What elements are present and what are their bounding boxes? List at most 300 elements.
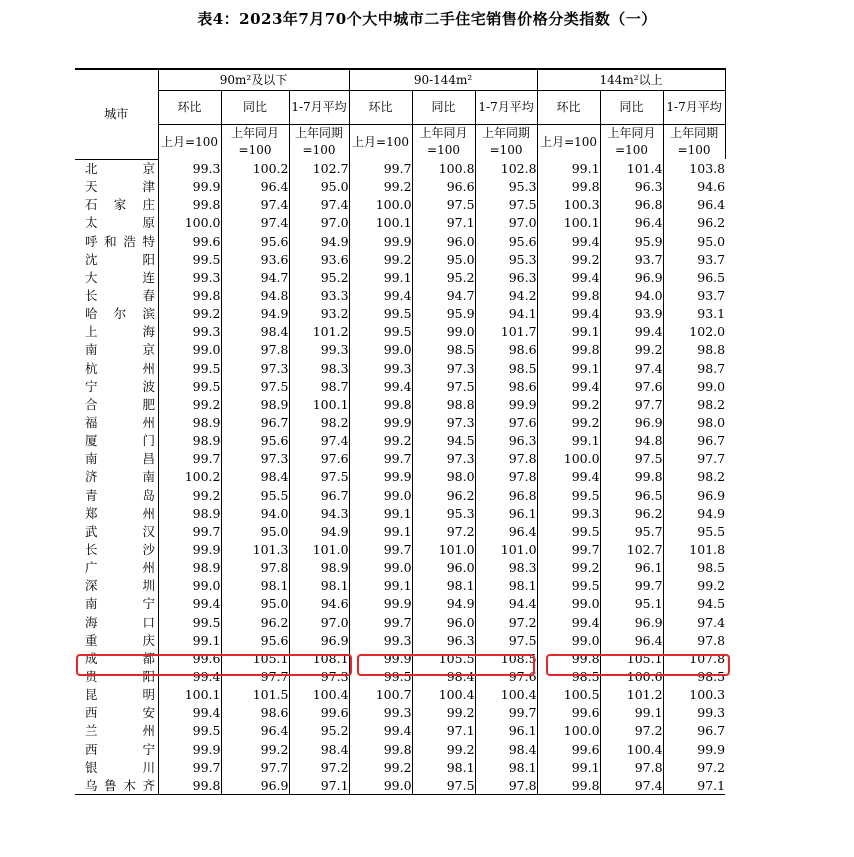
city-label: 南昌 — [85, 451, 155, 467]
index-value: 99.8 — [537, 649, 600, 667]
index-value: 95.3 — [412, 504, 475, 522]
table-row — [75, 468, 725, 486]
index-value: 101.7 — [475, 323, 537, 341]
index-value: 99.3 — [158, 323, 221, 341]
group-header-medium: 90-144m² — [349, 69, 537, 91]
index-value: 99.8 — [537, 286, 600, 304]
index-value: 93.1 — [663, 305, 725, 323]
city-name — [75, 686, 158, 704]
index-value: 94.4 — [475, 595, 537, 613]
table-row — [75, 341, 725, 359]
index-value: 97.3 — [289, 667, 349, 685]
index-value: 101.0 — [412, 540, 475, 558]
city-name — [75, 559, 158, 577]
index-value: 100.1 — [349, 214, 412, 232]
index-value: 100.0 — [349, 196, 412, 214]
index-value: 97.4 — [663, 613, 725, 631]
city-label: 成都 — [85, 650, 155, 666]
index-value: 94.5 — [663, 595, 725, 613]
city-label: 沈阳 — [85, 251, 155, 267]
index-value: 98.5 — [663, 667, 725, 685]
index-value: 102.7 — [289, 159, 349, 178]
col-header: 同比 — [412, 91, 475, 125]
index-value: 98.1 — [475, 577, 537, 595]
index-value: 99.4 — [600, 323, 663, 341]
index-value: 95.9 — [412, 305, 475, 323]
city-label: 广州 — [85, 560, 155, 576]
city-name — [75, 286, 158, 304]
table-row — [75, 595, 725, 613]
index-value: 95.2 — [289, 722, 349, 740]
city-name — [75, 214, 158, 232]
index-value: 97.2 — [412, 522, 475, 540]
city-label: 青岛 — [85, 487, 155, 503]
index-value: 98.9 — [158, 413, 221, 431]
city-name — [75, 250, 158, 268]
city-name — [75, 740, 158, 758]
index-value: 99.6 — [158, 232, 221, 250]
city-label: 福州 — [85, 415, 155, 431]
index-value: 95.3 — [475, 250, 537, 268]
index-value: 99.2 — [537, 413, 600, 431]
index-value: 98.9 — [221, 395, 289, 413]
table-row — [75, 704, 725, 722]
index-value: 95.2 — [289, 268, 349, 286]
index-value: 100.4 — [412, 686, 475, 704]
index-value: 99.1 — [349, 522, 412, 540]
index-value: 97.5 — [289, 468, 349, 486]
index-value: 97.8 — [600, 758, 663, 776]
city-header: 城市 — [75, 69, 158, 159]
city-label: 上海 — [85, 324, 155, 340]
index-value: 99.9 — [349, 649, 412, 667]
index-value: 97.8 — [663, 631, 725, 649]
index-value: 97.7 — [221, 667, 289, 685]
index-value: 96.2 — [663, 214, 725, 232]
index-value: 95.0 — [221, 522, 289, 540]
index-value: 96.0 — [412, 232, 475, 250]
index-value: 99.4 — [349, 722, 412, 740]
index-value: 96.3 — [600, 178, 663, 196]
index-value: 99.1 — [537, 359, 600, 377]
table-row — [75, 178, 725, 196]
index-value: 95.0 — [289, 178, 349, 196]
index-value: 96.8 — [475, 486, 537, 504]
index-value: 101.0 — [475, 540, 537, 558]
city-label: 天津 — [85, 179, 155, 195]
index-value: 95.0 — [221, 595, 289, 613]
highlight-box-medium — [357, 654, 535, 676]
col-header: 环比 — [158, 91, 221, 125]
index-value: 96.2 — [600, 504, 663, 522]
index-value: 94.7 — [221, 268, 289, 286]
index-value: 96.2 — [412, 486, 475, 504]
index-value: 98.3 — [289, 359, 349, 377]
index-value: 99.6 — [537, 740, 600, 758]
index-value: 98.5 — [412, 341, 475, 359]
table-row — [75, 377, 725, 395]
index-value: 96.7 — [221, 413, 289, 431]
index-value: 98.9 — [158, 559, 221, 577]
city-label: 济南 — [85, 469, 155, 485]
index-value: 98.2 — [663, 395, 725, 413]
index-value: 93.7 — [663, 286, 725, 304]
index-value: 95.6 — [221, 232, 289, 250]
city-name — [75, 540, 158, 558]
index-value: 99.3 — [289, 341, 349, 359]
index-value: 99.4 — [537, 232, 600, 250]
index-value: 99.4 — [349, 286, 412, 304]
index-value: 96.2 — [221, 613, 289, 631]
index-value: 97.7 — [221, 758, 289, 776]
index-value: 100.1 — [158, 686, 221, 704]
index-value: 97.4 — [289, 196, 349, 214]
index-value: 97.3 — [412, 359, 475, 377]
base-header: 上年同月=100 — [221, 125, 289, 160]
table-row — [75, 540, 725, 558]
index-value: 99.0 — [158, 577, 221, 595]
city-label: 重庆 — [85, 632, 155, 648]
index-value: 98.5 — [475, 359, 537, 377]
table-row — [75, 395, 725, 413]
index-value: 100.0 — [537, 722, 600, 740]
table-row — [75, 613, 725, 631]
index-value: 99.4 — [158, 704, 221, 722]
index-value: 101.2 — [289, 323, 349, 341]
index-value: 97.4 — [221, 196, 289, 214]
index-value: 96.9 — [289, 631, 349, 649]
city-name — [75, 341, 158, 359]
index-value: 99.4 — [537, 468, 600, 486]
city-label: 哈尔滨 — [85, 306, 155, 322]
index-value: 98.7 — [663, 359, 725, 377]
index-value: 99.0 — [349, 776, 412, 795]
index-value: 95.2 — [412, 268, 475, 286]
index-value: 99.5 — [537, 522, 600, 540]
index-value: 99.8 — [158, 196, 221, 214]
index-value: 99.9 — [475, 395, 537, 413]
index-value: 99.6 — [537, 704, 600, 722]
index-value: 99.1 — [349, 268, 412, 286]
index-value: 100.7 — [349, 686, 412, 704]
highlight-box-small — [76, 654, 352, 676]
city-name — [75, 704, 158, 722]
index-value: 97.6 — [600, 377, 663, 395]
index-value: 96.7 — [289, 486, 349, 504]
index-value: 94.9 — [221, 305, 289, 323]
table-row — [75, 686, 725, 704]
table-row — [75, 504, 725, 522]
index-value: 99.5 — [537, 486, 600, 504]
table-row — [75, 250, 725, 268]
index-value: 96.1 — [475, 504, 537, 522]
index-value: 99.2 — [349, 250, 412, 268]
index-value: 99.2 — [349, 432, 412, 450]
table-row — [75, 450, 725, 468]
index-value: 101.8 — [663, 540, 725, 558]
index-value: 94.0 — [221, 504, 289, 522]
index-value: 97.3 — [221, 359, 289, 377]
index-value: 100.3 — [537, 196, 600, 214]
index-value: 99.8 — [349, 740, 412, 758]
index-value: 95.0 — [663, 232, 725, 250]
index-value: 99.2 — [412, 740, 475, 758]
city-label: 贵阳 — [85, 669, 155, 684]
table-row — [75, 232, 725, 250]
index-value: 97.0 — [475, 214, 537, 232]
index-value: 99.7 — [349, 450, 412, 468]
city-name — [75, 776, 158, 795]
index-value: 99.6 — [158, 649, 221, 667]
index-value: 99.8 — [158, 286, 221, 304]
index-value: 97.6 — [289, 450, 349, 468]
index-value: 98.2 — [289, 413, 349, 431]
index-value: 97.3 — [221, 450, 289, 468]
index-value: 94.8 — [600, 432, 663, 450]
index-value: 97.5 — [412, 196, 475, 214]
city-label: 北京 — [85, 161, 155, 177]
index-value: 93.7 — [600, 250, 663, 268]
page-title: 表4：2023年7月70个大中城市二手住宅销售价格分类指数（一） — [197, 10, 657, 28]
index-value: 99.0 — [349, 341, 412, 359]
index-value: 100.2 — [158, 468, 221, 486]
index-value: 98.5 — [537, 667, 600, 685]
index-value: 98.6 — [475, 377, 537, 395]
city-label: 兰州 — [85, 723, 155, 739]
group-header-small: 90m²及以下 — [158, 69, 349, 91]
index-value: 99.0 — [349, 559, 412, 577]
index-value: 98.9 — [158, 432, 221, 450]
index-value: 99.8 — [537, 178, 600, 196]
index-value: 99.7 — [349, 613, 412, 631]
index-value: 100.8 — [412, 159, 475, 178]
index-value: 101.2 — [600, 686, 663, 704]
index-value: 99.2 — [158, 395, 221, 413]
index-value: 96.1 — [475, 722, 537, 740]
index-value: 105.1 — [221, 649, 289, 667]
city-name — [75, 395, 158, 413]
index-value: 95.9 — [600, 232, 663, 250]
index-value: 99.2 — [221, 740, 289, 758]
index-value: 97.1 — [289, 776, 349, 795]
index-value: 97.7 — [663, 450, 725, 468]
index-value: 100.2 — [221, 159, 289, 178]
index-value: 96.9 — [221, 776, 289, 795]
index-value: 96.4 — [221, 178, 289, 196]
index-value: 100.4 — [289, 686, 349, 704]
table-row — [75, 268, 725, 286]
index-value: 98.7 — [289, 377, 349, 395]
city-name — [75, 178, 158, 196]
index-value: 99.0 — [412, 323, 475, 341]
index-value: 99.9 — [349, 232, 412, 250]
index-value: 96.4 — [663, 196, 725, 214]
index-value: 99.3 — [158, 268, 221, 286]
index-value: 95.6 — [221, 631, 289, 649]
index-value: 97.0 — [289, 214, 349, 232]
index-value: 96.5 — [663, 268, 725, 286]
index-value: 99.2 — [537, 559, 600, 577]
index-value: 95.5 — [221, 486, 289, 504]
index-value: 95.1 — [600, 595, 663, 613]
col-header: 同比 — [221, 91, 289, 125]
index-value: 102.8 — [475, 159, 537, 178]
index-value: 99.9 — [158, 740, 221, 758]
index-value: 94.3 — [289, 504, 349, 522]
table-row — [75, 631, 725, 649]
index-value: 99.2 — [537, 250, 600, 268]
index-value: 94.2 — [475, 286, 537, 304]
index-value: 99.9 — [158, 178, 221, 196]
index-value: 95.6 — [475, 232, 537, 250]
city-label: 武汉 — [85, 523, 155, 539]
index-value: 95.5 — [663, 522, 725, 540]
col-header: 1-7月平均 — [475, 91, 537, 125]
index-value: 99.5 — [158, 722, 221, 740]
index-value: 97.8 — [475, 468, 537, 486]
index-value: 95.0 — [412, 250, 475, 268]
city-label: 西宁 — [85, 741, 155, 757]
index-value: 99.1 — [537, 323, 600, 341]
index-value: 108.1 — [289, 649, 349, 667]
index-value: 97.8 — [475, 776, 537, 795]
index-value: 100.4 — [475, 686, 537, 704]
index-value: 97.5 — [475, 196, 537, 214]
index-value: 97.5 — [412, 776, 475, 795]
index-value: 99.0 — [349, 486, 412, 504]
index-value: 99.5 — [349, 323, 412, 341]
city-label: 西安 — [85, 705, 155, 721]
index-value: 98.6 — [475, 341, 537, 359]
index-value: 99.1 — [537, 159, 600, 178]
index-value: 97.5 — [221, 377, 289, 395]
city-label: 长春 — [85, 288, 155, 304]
index-value: 102.0 — [663, 323, 725, 341]
index-value: 96.9 — [600, 413, 663, 431]
index-value: 99.7 — [349, 540, 412, 558]
index-value: 98.9 — [289, 559, 349, 577]
index-value: 99.4 — [158, 595, 221, 613]
group-header-large: 144m²以上 — [537, 69, 725, 91]
table-row — [75, 776, 725, 795]
index-value: 99.3 — [663, 704, 725, 722]
index-value: 97.8 — [221, 559, 289, 577]
index-value: 99.2 — [349, 178, 412, 196]
index-value: 99.7 — [537, 540, 600, 558]
index-value: 99.2 — [158, 486, 221, 504]
col-header: 环比 — [537, 91, 600, 125]
index-value: 95.3 — [475, 178, 537, 196]
index-value: 99.2 — [537, 395, 600, 413]
index-value: 99.7 — [158, 450, 221, 468]
city-label: 海口 — [85, 614, 155, 630]
index-value: 99.5 — [349, 667, 412, 685]
index-value: 97.1 — [663, 776, 725, 795]
index-value: 96.0 — [412, 559, 475, 577]
index-value: 99.6 — [289, 704, 349, 722]
index-value: 96.9 — [600, 613, 663, 631]
index-value: 98.2 — [663, 468, 725, 486]
index-value: 98.0 — [663, 413, 725, 431]
index-value: 99.9 — [158, 540, 221, 558]
city-name — [75, 595, 158, 613]
table-row — [75, 577, 725, 595]
index-value: 101.3 — [221, 540, 289, 558]
city-label: 银川 — [85, 759, 155, 775]
table-row — [75, 413, 725, 431]
index-value: 99.7 — [158, 522, 221, 540]
base-header: 上月=100 — [158, 125, 221, 160]
index-value: 99.9 — [663, 740, 725, 758]
table-row — [75, 758, 725, 776]
index-value: 98.1 — [412, 577, 475, 595]
city-label: 南京 — [85, 342, 155, 358]
col-header: 1-7月平均 — [663, 91, 725, 125]
city-label: 郑州 — [85, 505, 155, 521]
index-value: 97.3 — [412, 413, 475, 431]
index-value: 99.5 — [349, 305, 412, 323]
table-row — [75, 214, 725, 232]
index-value: 99.0 — [663, 377, 725, 395]
index-value: 99.8 — [537, 341, 600, 359]
index-value: 100.0 — [537, 450, 600, 468]
index-value: 94.0 — [600, 286, 663, 304]
index-value: 98.5 — [663, 559, 725, 577]
index-value: 99.8 — [158, 776, 221, 795]
index-value: 99.3 — [349, 704, 412, 722]
table-row — [75, 740, 725, 758]
city-name — [75, 631, 158, 649]
index-value: 100.4 — [600, 740, 663, 758]
index-value: 107.8 — [663, 649, 725, 667]
index-value: 99.0 — [537, 595, 600, 613]
index-value: 93.9 — [600, 305, 663, 323]
index-value: 96.3 — [475, 432, 537, 450]
index-value: 99.2 — [600, 341, 663, 359]
city-label: 南宁 — [85, 596, 155, 612]
city-name — [75, 486, 158, 504]
index-value: 99.5 — [158, 613, 221, 631]
index-value: 99.3 — [349, 359, 412, 377]
city-label: 杭州 — [85, 360, 155, 376]
index-value: 95.7 — [600, 522, 663, 540]
index-value: 99.7 — [158, 758, 221, 776]
table-row — [75, 559, 725, 577]
index-value: 99.1 — [537, 758, 600, 776]
index-value: 99.8 — [600, 468, 663, 486]
index-value: 93.2 — [289, 305, 349, 323]
index-value: 100.5 — [537, 686, 600, 704]
index-value: 105.5 — [412, 649, 475, 667]
index-value: 97.5 — [600, 450, 663, 468]
city-label: 大连 — [85, 269, 155, 285]
base-header: 上年同期=100 — [663, 125, 725, 160]
index-value: 94.7 — [412, 286, 475, 304]
index-value: 98.4 — [412, 667, 475, 685]
index-value: 96.6 — [412, 178, 475, 196]
index-value: 96.4 — [475, 522, 537, 540]
index-value: 97.4 — [289, 432, 349, 450]
index-value: 94.9 — [412, 595, 475, 613]
index-value: 98.6 — [221, 704, 289, 722]
city-name — [75, 613, 158, 631]
city-name — [75, 196, 158, 214]
index-value: 97.7 — [600, 395, 663, 413]
index-value: 98.1 — [289, 577, 349, 595]
index-value: 99.7 — [600, 577, 663, 595]
index-value: 96.9 — [663, 486, 725, 504]
index-value: 99.1 — [349, 577, 412, 595]
